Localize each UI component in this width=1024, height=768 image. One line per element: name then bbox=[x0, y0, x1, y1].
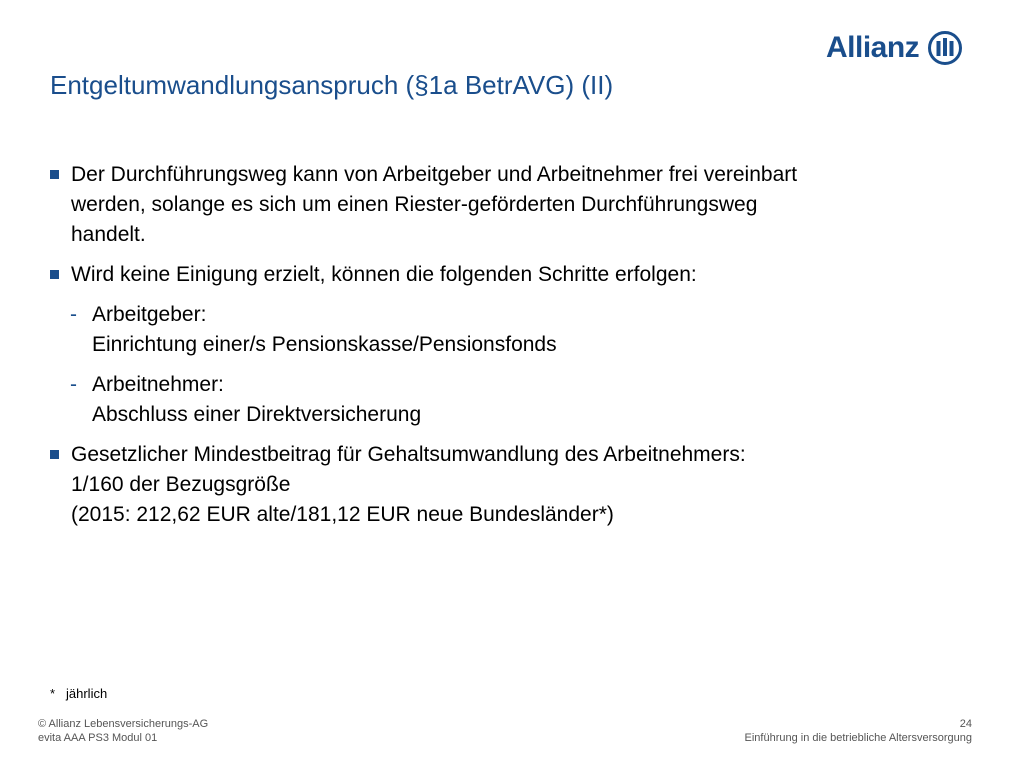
dash-bullet: - bbox=[70, 373, 77, 396]
allianz-logo bbox=[826, 28, 963, 68]
footer-copyright: © Allianz Lebensversicherungs-AG bbox=[38, 718, 209, 730]
sub-item-text bbox=[92, 370, 421, 430]
footer-left bbox=[38, 717, 208, 745]
sub-item-line: Abschluss einer Direktversicherung bbox=[92, 403, 422, 426]
bullet-line: werden, solange es sich um einen Riester-geförderten Durchführungsweg bbox=[71, 193, 758, 216]
footnote-marker: * bbox=[50, 686, 56, 701]
allianz-eagle-icon bbox=[927, 30, 963, 66]
bullet-text bbox=[71, 260, 980, 290]
sub-item-line: Einrichtung einer/s Pensionskasse/Pensionsfonds bbox=[92, 333, 557, 356]
footer-right bbox=[745, 717, 972, 745]
sub-item bbox=[70, 300, 980, 360]
bullet-line: 1/160 der Bezugsgröße bbox=[71, 473, 291, 496]
slide-content bbox=[50, 160, 980, 540]
bullet-line: handelt. bbox=[71, 223, 146, 246]
page-number: 24 bbox=[959, 718, 972, 730]
bullet-line: (2015: 212,62 EUR alte/181,12 EUR neue Bundesländer*) bbox=[71, 503, 614, 526]
bullet-item bbox=[50, 160, 980, 250]
bullet-line: Der Durchführungsweg kann von Arbeitgeber und Arbeitnehmer frei vereinbart bbox=[71, 163, 798, 186]
footer-course: Einführung in die betriebliche Altersversorgung bbox=[744, 732, 972, 744]
sub-item bbox=[70, 370, 980, 430]
footnote bbox=[50, 686, 107, 701]
footer-module: evita AAA PS3 Modul 01 bbox=[38, 732, 158, 744]
square-bullet-icon bbox=[50, 170, 59, 179]
bullet-text bbox=[71, 440, 980, 530]
footnote-text: jährlich bbox=[66, 686, 108, 701]
bullet-line: Gesetzlicher Mindestbeitrag für Gehaltsumwandlung des Arbeitnehmers: bbox=[71, 443, 746, 466]
bullet-item bbox=[50, 440, 980, 530]
square-bullet-icon bbox=[50, 450, 59, 459]
dash-bullet: - bbox=[70, 303, 77, 326]
square-bullet-icon bbox=[50, 270, 59, 279]
sub-item-line: Arbeitgeber: bbox=[92, 303, 207, 326]
bullet-item bbox=[50, 260, 980, 290]
bullet-text bbox=[71, 160, 980, 250]
brand-name: Allianz bbox=[826, 31, 920, 64]
sub-item-line: Arbeitnehmer: bbox=[92, 373, 224, 396]
bullet-line: Wird keine Einigung erzielt, können die folgenden Schritte erfolgen: bbox=[71, 263, 697, 286]
sub-item-text bbox=[92, 300, 557, 360]
slide-title: Entgeltumwandlungsanspruch (§1a BetrAVG) (II) bbox=[50, 70, 614, 100]
